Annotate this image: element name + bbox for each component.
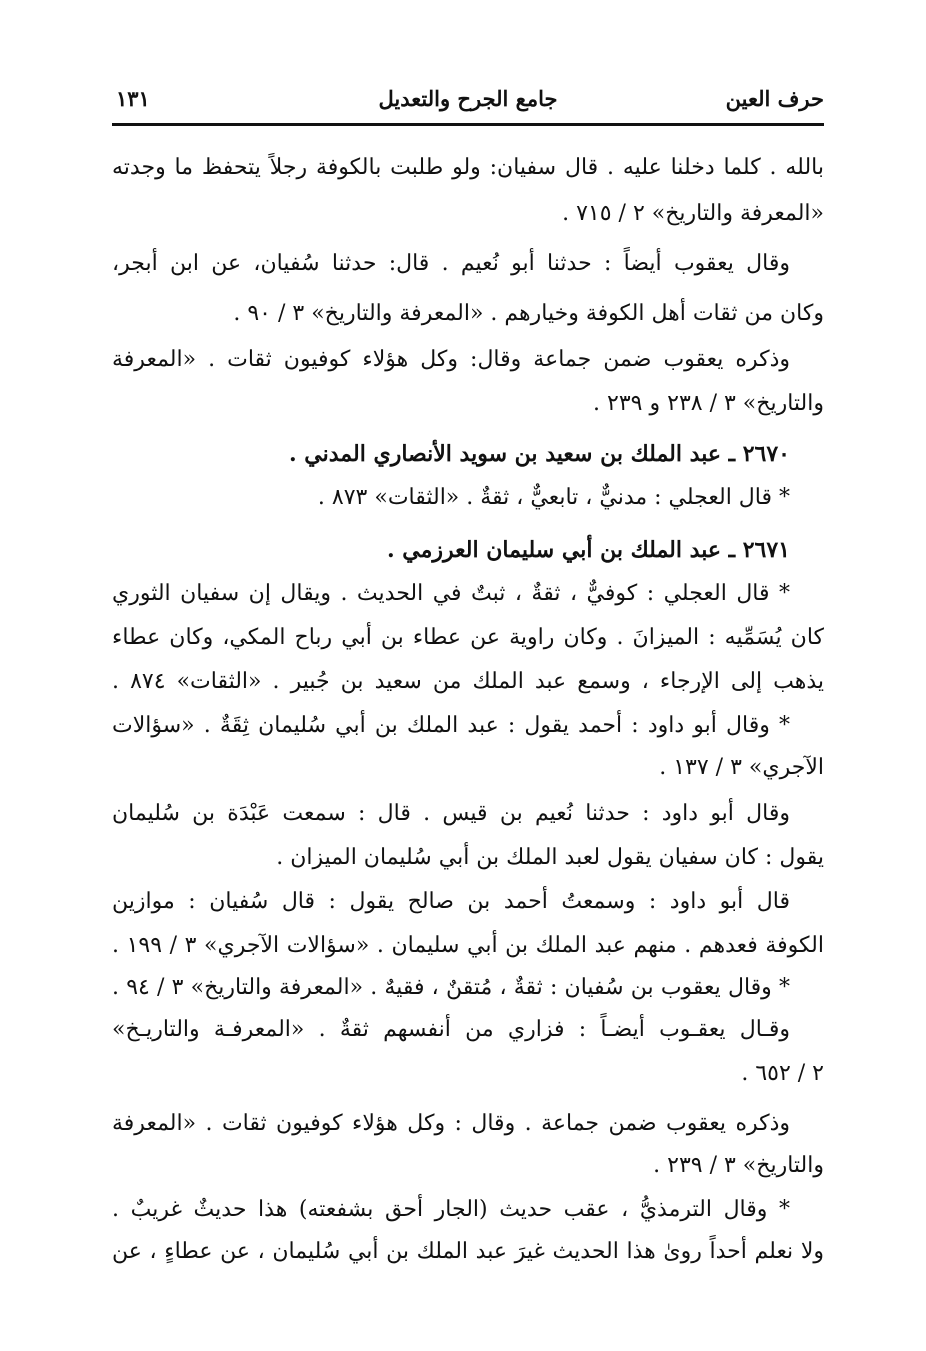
text-line: والتاريخ» ٣ / ٢٣٨ و ٢٣٩ .: [593, 391, 824, 416]
running-header: [112, 84, 824, 120]
chapter-title: حرف العين: [725, 86, 824, 111]
text-line: * وقال أبو داود : أحمد يقول : عبد الملك بن أبي سُليمان ثِقَةٌ . «سؤالات: [112, 713, 790, 738]
text-line: وقـال يعقـوب أيضـاً : فزاري من أنفسهم ثقةٌ . «المعرفـة والتاريـخ»: [112, 1017, 790, 1042]
text-line: بالله . كلما دخلنا عليه . قال سفيان: ولو طلبت بالكوفة رجلاً يتحفظ ما وجدته: [112, 155, 824, 180]
text-line: وذكره يعقوب ضمن جماعة . وقال : وكل هؤلاء كوفيون ثقات . «المعرفة: [112, 1111, 790, 1136]
text-line: * وقال يعقوب بن سُفيان : ثقةٌ ، مُتقنٌ ، فقيهٌ . «المعرفة والتاريخ» ٣ / ٩٤ .: [112, 975, 790, 1000]
entry-heading: ٢٦٧١ ـ عبد الملك بن أبي سليمان العرزمي .: [386, 537, 790, 563]
header-rule: [112, 123, 824, 126]
text-line: كان يُسَمِّيه : الميزانَ . وكان راوية عن عطاء بن أبي رباح المكي، وكان عطاء: [112, 625, 824, 650]
text-line: يذهب إلى الإرجاء ، وسمع عبد الملك من سعيد بن جُبير . «الثقات» ٨٧٤ .: [112, 669, 824, 694]
text-line: ولا نعلم أحداً روىٰ هذا الحديث غيرَ عبد الملك بن أبي سُليمان ، عن عطاءٍ ، عن: [112, 1239, 824, 1264]
text-line: وقال يعقوب أيضاً : حدثنا أبو نُعيم . قال: حدثنا سُفيان، عن ابن أبجر،: [112, 251, 790, 276]
entry-heading: ٢٦٧٠ ـ عبد الملك بن سعيد بن سويد الأنصاري المدني .: [288, 441, 790, 467]
text-line: وذكره يعقوب ضمن جماعة وقال: وكل هؤلاء كوفيون ثقات . «المعرفة: [112, 347, 790, 372]
text-line: ٢ / ٦٥٢ .: [741, 1061, 824, 1086]
text-line: والتاريخ» ٣ / ٢٣٩ .: [653, 1153, 824, 1178]
text-line: وكان من ثقات أهل الكوفة وخيارهم . «المعرفة والتاريخ» ٣ / ٩٠ .: [233, 301, 824, 326]
text-line: وقال أبو داود : حدثنا نُعيم بن قيس . قال : سمعت عَبْدَة بن سُليمان: [112, 801, 790, 826]
page-number: ١٣١: [116, 86, 150, 111]
text-line: * قال العجلي : مدنيٌّ ، تابعيٌّ ، ثقةٌ . «الثقات» ٨٧٣ .: [317, 485, 790, 510]
text-line: * قال العجلي : كوفيٌّ ، ثقةٌ ، ثبتٌ في الحديث . ويقال إن سفيان الثوري: [112, 581, 790, 606]
text-line: الآجري» ٣ / ١٣٧ .: [659, 755, 824, 780]
text-line: الكوفة فعدهم . منهم عبد الملك بن أبي سليمان . «سؤالات الآجري» ٣ / ١٩٩ .: [112, 933, 824, 958]
text-line: * وقال الترمذيُّ ، عقب حديث (الجار أحق بشفعته) هذا حديثٌ غريبٌ .: [112, 1197, 790, 1222]
text-line: يقول : كان سفيان يقول لعبد الملك بن أبي سُليمان الميزان .: [276, 845, 824, 870]
book-title: جامع الجرح والتعديل: [378, 86, 558, 111]
text-line: قال أبو داود : وسمعتُ أحمد بن صالح يقول : قال سُفيان : موازين: [112, 889, 790, 914]
text-line: «المعرفة والتاريخ» ٢ / ٧١٥ .: [562, 201, 824, 226]
